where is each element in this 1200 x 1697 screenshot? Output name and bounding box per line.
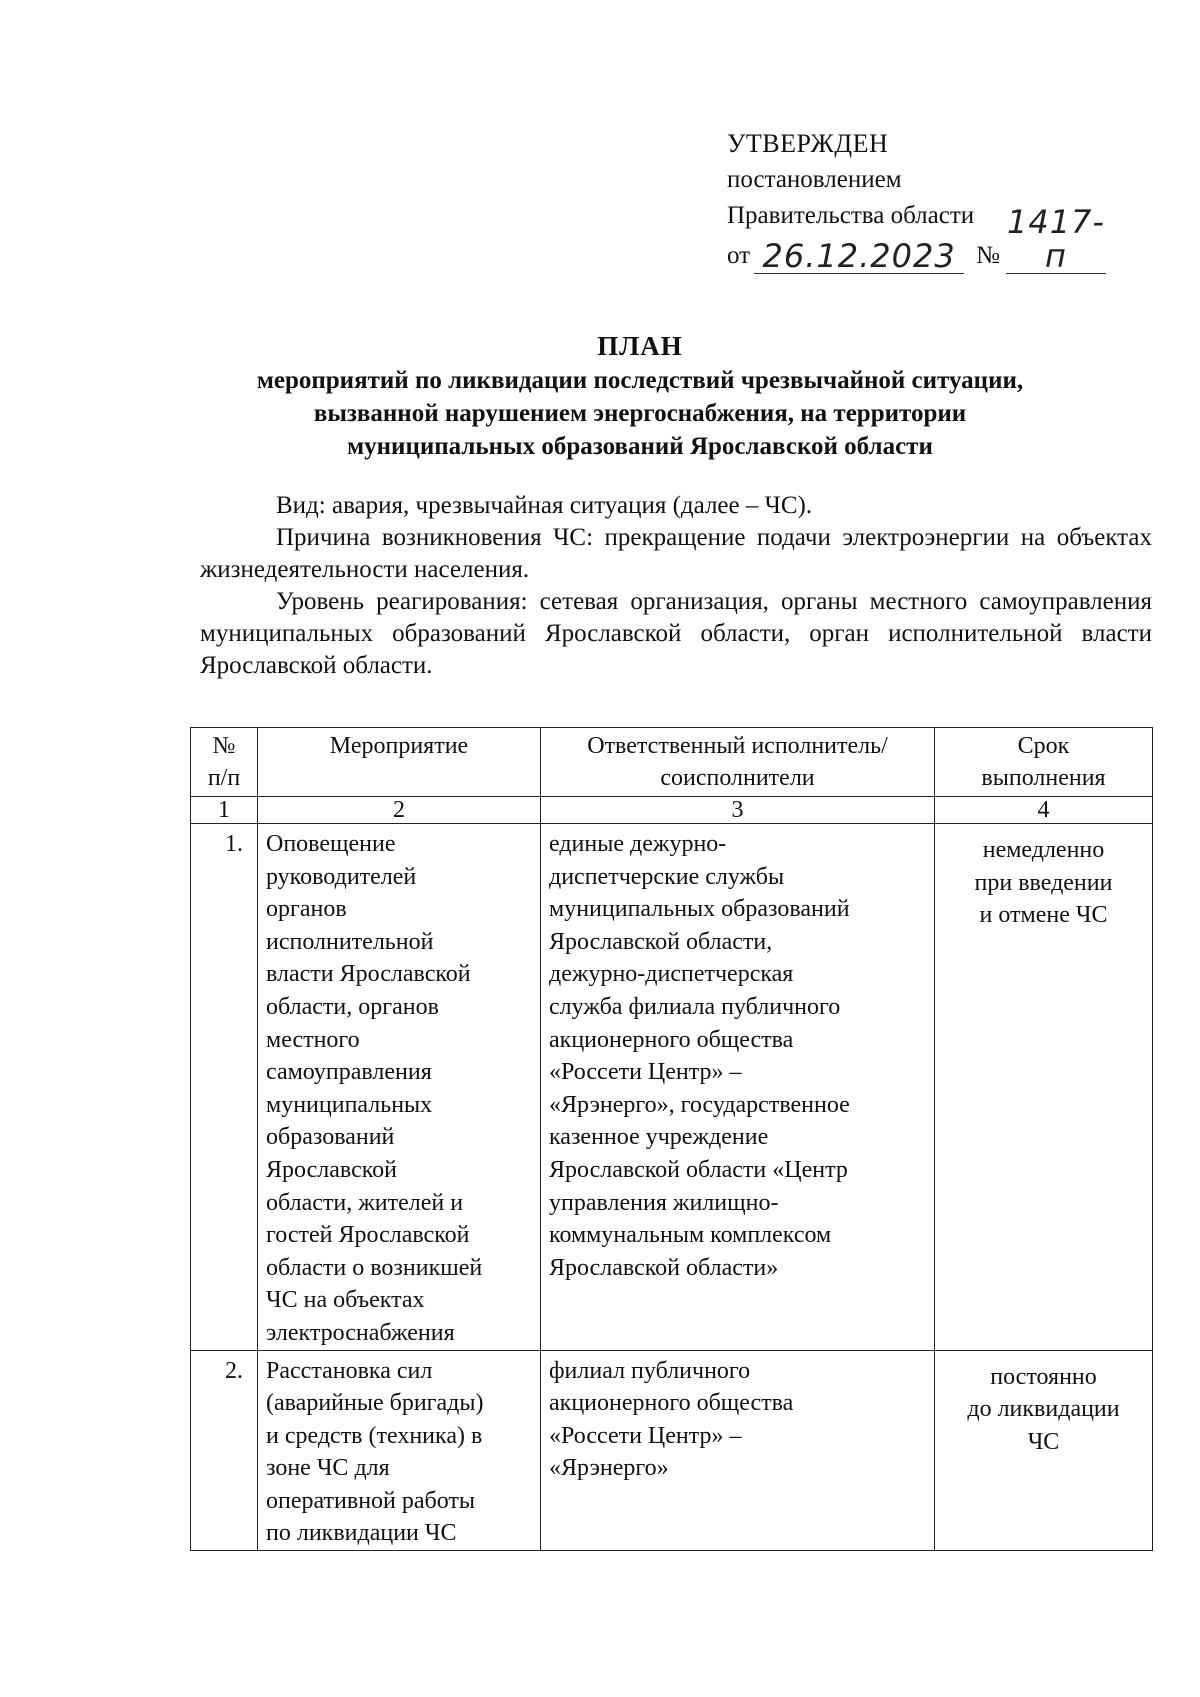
column-number: 2 — [258, 797, 541, 824]
deadline-line: ЧС — [1027, 1428, 1060, 1455]
responsible-line: «Ярэнерго» — [549, 1455, 669, 1482]
responsible-line: муниципальных образований — [549, 896, 850, 923]
responsible-line: Ярославской области» — [549, 1254, 779, 1281]
paragraph-cause: Причина возникновения ЧС: прекращение подачи электроэнергии на объектах жизнедеятельности населения. — [200, 524, 1152, 583]
responsible-line: акционерного общества — [549, 1390, 794, 1417]
event-line: муниципальных — [266, 1091, 433, 1118]
responsible-line: служба филиала публичного — [549, 993, 841, 1020]
event-line: по ликвидации ЧС — [266, 1520, 457, 1547]
approval-line-2: Правительства области — [727, 202, 975, 229]
event-line: местного — [266, 1026, 360, 1053]
responsible-line: управления жилищно- — [549, 1189, 779, 1216]
approval-line-1: постановлением — [727, 166, 902, 193]
event-line: гостей Ярославской — [266, 1222, 470, 1249]
document-heading — [190, 328, 1090, 463]
event-line: области, жителей и — [266, 1189, 464, 1216]
deadline-line: и отмене ЧС — [979, 902, 1108, 929]
table-body — [191, 824, 1153, 1551]
responsible-line: диспетчерские службы — [549, 863, 785, 890]
event-line: руководителей — [266, 863, 417, 890]
header-event: Мероприятие — [258, 728, 541, 797]
event-line: области, органов — [266, 993, 439, 1020]
table-row — [191, 1350, 1153, 1551]
event-line: электроснабжения — [266, 1319, 455, 1346]
date-prefix: от — [727, 242, 751, 269]
event-line: зоне ЧС для — [266, 1455, 390, 1482]
responsible-line: «Ярэнерго», государственное — [549, 1091, 850, 1118]
responsible-line: дежурно-диспетчерская — [549, 961, 794, 988]
paragraph-response-level: Уровень реагирования: сетевая организация, органы местного самоуправления муниципальных образований Ярославской области, орган исполнительной власти Ярославской области. — [200, 588, 1152, 679]
responsible-line: Ярославской области, — [549, 928, 773, 955]
approval-title: УТВЕРЖДЕН — [727, 129, 889, 158]
deadline-cell — [935, 824, 1153, 1351]
event-cell — [258, 824, 541, 1351]
row-number: 1. — [191, 824, 258, 1351]
header-number: № п/п — [191, 728, 258, 797]
event-cell — [258, 1350, 541, 1551]
handwritten-date: 26.12.2023 — [754, 239, 964, 274]
column-number: 4 — [935, 797, 1153, 824]
event-line: образований — [266, 1124, 395, 1151]
document-subtitle-line-2: вызванной нарушением энергоснабжения, на территории — [313, 400, 967, 427]
responsible-line: «Россети Центр» – — [549, 1422, 742, 1449]
number-sign: № — [976, 242, 1000, 269]
deadline-line: до ликвидации — [967, 1396, 1120, 1423]
event-line: (аварийные бригады) — [266, 1390, 484, 1417]
approval-block — [727, 126, 1106, 274]
table-header-row — [191, 728, 1153, 797]
event-line: ЧС на объектах — [266, 1287, 425, 1314]
event-line: области о возникшей — [266, 1254, 483, 1281]
column-number: 3 — [541, 797, 935, 824]
event-line: и средств (техника) в — [266, 1422, 483, 1449]
column-number: 1 — [191, 797, 258, 824]
table-row — [191, 824, 1153, 1351]
event-line: самоуправления — [266, 1059, 432, 1086]
plan-table — [190, 727, 1153, 1551]
responsible-line: акционерного общества — [549, 1026, 794, 1053]
deadline-line: постоянно — [990, 1363, 1097, 1390]
document-title: ПЛАН — [597, 331, 683, 361]
deadline-line: немедленно — [982, 837, 1105, 863]
header-deadline: Срок выполнения — [935, 728, 1153, 797]
responsible-line: филиал публичного — [549, 1357, 751, 1384]
row-number: 2. — [191, 1350, 258, 1551]
handwritten-number: 1417-п — [1006, 203, 1105, 275]
responsible-line: единые дежурно- — [549, 831, 727, 857]
event-line: Ярославской — [266, 1156, 398, 1183]
event-line: исполнительной — [266, 928, 434, 955]
deadline-line: при введении — [974, 869, 1113, 896]
event-line: оперативной работы — [266, 1487, 476, 1514]
intro-text — [200, 490, 1152, 682]
paragraph-type: Вид: авария, чрезвычайная ситуация (далее – ЧС). — [276, 492, 813, 519]
responsible-line: казенное учреждение — [549, 1124, 769, 1151]
responsible-line: коммунальным комплексом — [549, 1222, 832, 1249]
document-subtitle-line-3: муниципальных образований Ярославской области — [347, 433, 933, 460]
event-line: Оповещение — [266, 831, 396, 857]
event-line: Расстановка сил — [266, 1357, 433, 1384]
responsible-cell — [541, 824, 935, 1351]
responsible-line: «Россети Центр» – — [549, 1059, 742, 1086]
responsible-line: Ярославской области «Центр — [549, 1156, 848, 1183]
header-responsible: Ответственный исполнитель/ соисполнители — [541, 728, 935, 797]
event-line: власти Ярославской — [266, 961, 471, 988]
column-number-row — [191, 797, 1153, 824]
responsible-cell — [541, 1350, 935, 1551]
event-line: органов — [266, 896, 347, 923]
document-subtitle-line-1: мероприятий по ликвидации последствий чрезвычайной ситуации, — [256, 367, 1024, 394]
deadline-cell — [935, 1350, 1153, 1551]
